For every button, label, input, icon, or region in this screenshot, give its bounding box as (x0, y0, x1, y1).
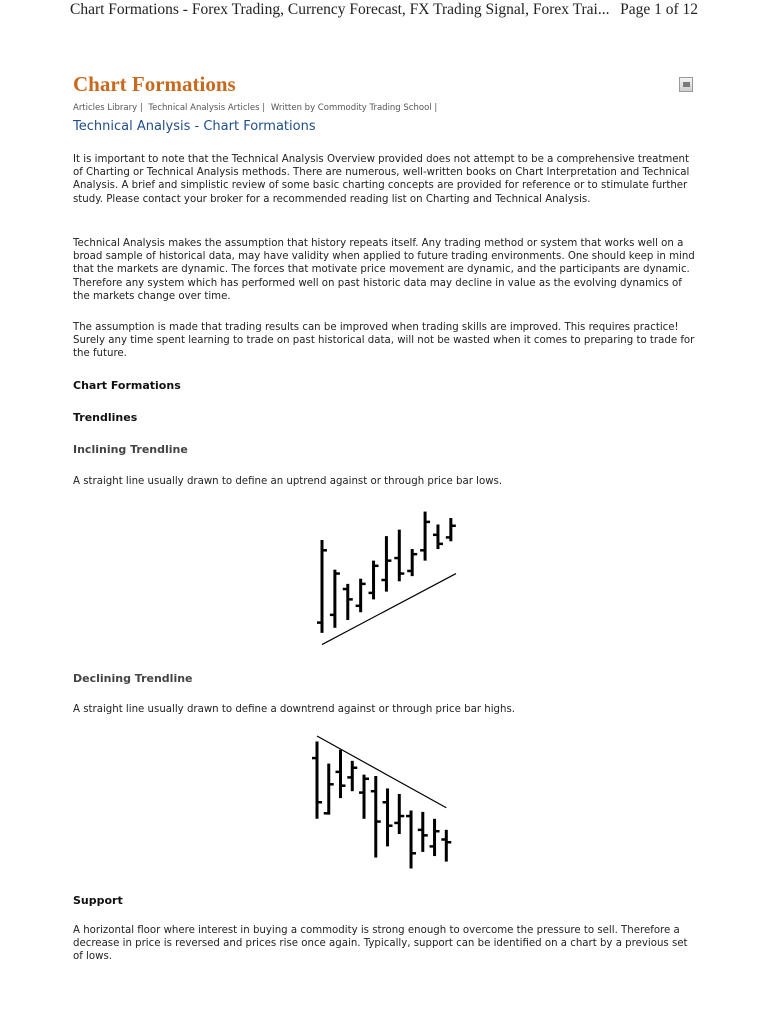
inclining-trendline-text: A straight line usually drawn to define an uptrend against or through price bar lows. (73, 476, 503, 487)
trendlines-heading: Trendlines (73, 411, 138, 424)
support-text: A horizontal floor where interest in buying a commodity is strong enough to overcome the pressure to sell. Therefore a decrease in price is reversed and prices rise once again. Typically, support can be identified on a chart by a previous set of lows. (73, 925, 688, 963)
support-heading: Support (73, 894, 123, 907)
printer-icon[interactable] (679, 77, 693, 92)
inclining-trendline-heading: Inclining Trendline (73, 443, 188, 456)
print-header-title: Chart Formations - Forex Trading, Currency Forecast, FX Trading Signal, Forex Trai... (70, 1, 610, 18)
article-subtitle: Technical Analysis - Chart Formations (73, 119, 316, 134)
declining-trendline-heading: Declining Trendline (73, 672, 193, 685)
inclining-trendline-chart (316, 505, 462, 655)
print-header (0, 0, 768, 24)
breadcrumb (73, 103, 440, 113)
declining-trendline-chart (311, 732, 457, 878)
intro-paragraph: It is important to note that the Technical Analysis Overview provided does not attempt to be a comprehensive treatment of Charting or Technical Analysis methods. There are numerous, well-written books on Chart Interpretation and Technical Analysis. A brief and simplistic review of some basic charting concepts are provided for reference or to stimulate further study. Please contact your broker for a recommended reading list on Charting and Technical Analysis. (73, 154, 690, 205)
breadcrumb-author[interactable]: Written by Commodity Trading School | (270, 103, 438, 113)
inclining-trendline (322, 574, 456, 645)
declining-trendline-text: A straight line usually drawn to define a downtrend against or through price bar highs. (73, 704, 515, 715)
practice-paragraph: The assumption is made that trading results can be improved when trading skills are improved. This requires practice! Surely any time spent learning to trade on past historical data, will not be wasted when it comes to preparing to trade for the future. (73, 322, 695, 360)
chart-formations-heading: Chart Formations (73, 379, 181, 392)
page-title: Chart Formations (73, 72, 236, 96)
print-header-page-number: Page 1 of 12 (620, 1, 698, 18)
breadcrumb-technical-analysis-articles[interactable]: Technical Analysis Articles | (148, 103, 266, 113)
breadcrumb-articles-library[interactable]: Articles Library | (73, 103, 143, 113)
history-paragraph: Technical Analysis makes the assumption that history repeats itself. Any trading method or system that works well on a broad sample of historical data, may have validity when applied to future trading environments. One should keep in mind that the markets are dynamic. The forces that motivate price movement are dynamic, and the participants are dynamic. Therefore any system which has performed well on past historic data may decline in value as the evolving dynamics of the markets change over time. (73, 238, 695, 302)
